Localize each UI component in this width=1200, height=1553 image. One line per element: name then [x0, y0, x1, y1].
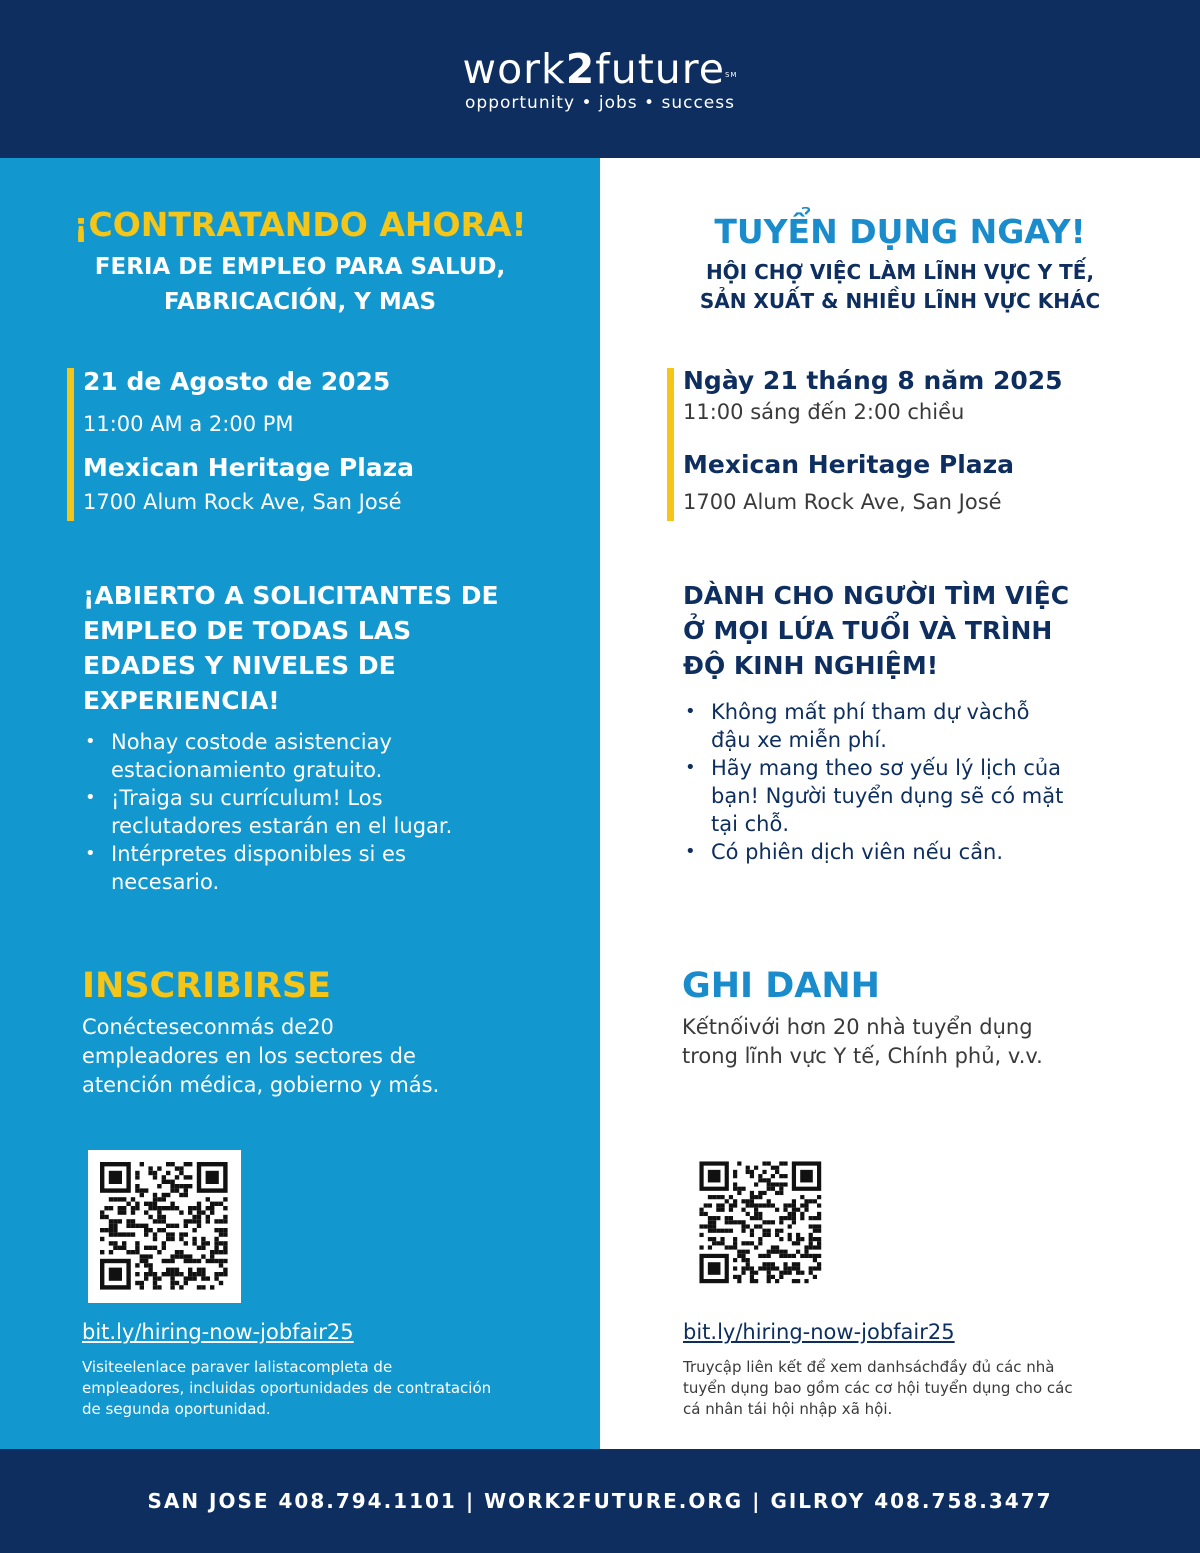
vietnamese-register-body	[682, 1013, 1043, 1071]
list-item-line: necesario.	[111, 870, 220, 894]
vietnamese-event-time: 11:00 sáng đến 2:00 chiều	[683, 400, 965, 424]
vietnamese-open-heading	[683, 578, 1069, 683]
footer-contact-info: SAN JOSE 408.794.1101 | WORK2FUTURE.ORG | GILROY 408.758.3477	[147, 1489, 1053, 1513]
spanish-note-line: empleadores, incluidas oportunidades de contratación	[82, 1379, 492, 1397]
spanish-open-heading	[83, 578, 499, 718]
spanish-event-accent-bar	[67, 368, 74, 521]
spanish-event-date: 21 de Agosto de 2025	[83, 367, 391, 396]
spanish-open-heading-line: ¡ABIERTO A SOLICITANTES DE	[83, 581, 499, 610]
footer-banner	[0, 1449, 1200, 1553]
list-item	[83, 784, 583, 840]
vietnamese-event-accent-bar	[667, 368, 674, 521]
logo-word-work: work	[462, 45, 566, 93]
spanish-event-venue: Mexican Heritage Plaza	[83, 453, 415, 482]
list-item-line: estacionamiento gratuito.	[111, 758, 383, 782]
list-item-line: • Intérpretes disponibles si es	[111, 842, 406, 866]
vietnamese-open-heading-line: Ở MỌI LỨA TUỔI VÀ TRÌNH	[683, 616, 1053, 645]
vietnamese-note-line: cá nhân tái hội nhập xã hội.	[683, 1400, 893, 1418]
spanish-register-heading: INSCRIBIRSE	[82, 966, 331, 1006]
list-item-line: • Nohay costode asistenciay	[111, 730, 392, 754]
vietnamese-note	[683, 1357, 1073, 1420]
header-banner	[0, 0, 1200, 158]
qr-code-image	[688, 1150, 834, 1296]
spanish-registration-link[interactable]: bit.ly/hiring-now-jobfair25	[82, 1320, 354, 1344]
spanish-qr-code[interactable]	[88, 1150, 241, 1303]
vietnamese-subtitle-line2: SẢN XUẤT & NHIỀU LĨNH VỰC KHÁC	[699, 289, 1101, 313]
logo-word-2: 2	[565, 45, 596, 93]
spanish-open-heading-line: EMPLEO DE TODAS LAS	[83, 616, 412, 645]
spanish-open-heading-line: EXPERIENCIA!	[83, 686, 280, 715]
spanish-event-address: 1700 Alum Rock Ave, San José	[83, 490, 402, 514]
vietnamese-register-heading: GHI DANH	[682, 966, 880, 1006]
spanish-event-time: 11:00 AM a 2:00 PM	[83, 412, 294, 436]
vietnamese-open-heading-line: ĐỘ KINH NGHIỆM!	[683, 651, 939, 680]
spanish-benefits-list	[83, 728, 583, 896]
logo-tagline: opportunity • jobs • success	[465, 93, 735, 113]
list-item-line: tại chỗ.	[711, 812, 789, 836]
spanish-open-heading-line: EDADES Y NIVELES DE	[83, 651, 396, 680]
vietnamese-headline: TUYỂN DỤNG NGAY!	[714, 212, 1086, 251]
list-item-line: bạn! Người tuyển dụng sẽ có mặt	[711, 784, 1064, 808]
list-item	[683, 754, 1183, 838]
list-item-line: đậu xe miễn phí.	[711, 728, 887, 752]
vietnamese-benefits-list	[683, 698, 1183, 866]
spanish-register-body-line: atención médica, gobierno y más.	[82, 1073, 440, 1097]
logo-word-future: future	[595, 45, 725, 93]
list-item	[683, 838, 1183, 866]
spanish-note	[82, 1357, 491, 1420]
vietnamese-note-line: Truycập liên kết để xem danhsáchđầy đủ các nhà	[683, 1358, 1055, 1376]
spanish-note-line: Visiteelenlace paraver lalistacompleta de	[82, 1358, 393, 1376]
list-item	[83, 840, 583, 896]
qr-code-image	[88, 1150, 241, 1303]
spanish-headline: ¡CONTRATANDO AHORA!	[73, 205, 527, 244]
list-item	[683, 698, 1183, 754]
list-item-line: • Không mất phí tham dự vàchỗ	[711, 700, 1030, 724]
work2future-logo	[0, 46, 1200, 113]
vietnamese-event-date: Ngày 21 tháng 8 năm 2025	[683, 366, 1063, 395]
vietnamese-event-venue: Mexican Heritage Plaza	[683, 450, 1015, 479]
list-item-line: • Hãy mang theo sơ yếu lý lịch của	[711, 756, 1062, 780]
vietnamese-register-body-line: Kếtnốivới hơn 20 nhà tuyển dụng	[682, 1015, 1033, 1039]
vietnamese-note-line: tuyển dụng bao gồm các cơ hội tuyển dụng cho các	[683, 1379, 1073, 1397]
spanish-note-line: de segunda oportunidad.	[82, 1400, 271, 1418]
spanish-subtitle-line2: FABRICACIÓN, Y MAS	[163, 289, 437, 315]
list-item-line: • ¡Traiga su currículum! Los	[111, 786, 383, 810]
logo-service-mark: SM	[724, 71, 738, 79]
list-item-line: reclutadores estarán en el lugar.	[111, 814, 453, 838]
spanish-register-body	[82, 1013, 439, 1100]
vietnamese-qr-code[interactable]	[688, 1150, 834, 1296]
spanish-register-body-line: empleadores en los sectores de	[82, 1044, 416, 1068]
vietnamese-registration-link[interactable]: bit.ly/hiring-now-jobfair25	[683, 1320, 955, 1344]
vietnamese-register-body-line: trong lĩnh vực Y tế, Chính phủ, v.v.	[682, 1044, 1043, 1068]
spanish-register-body-line: Conécteseconmás de20	[82, 1015, 334, 1039]
spanish-subtitle-line1: FERIA DE EMPLEO PARA SALUD,	[94, 254, 506, 280]
list-item-line: • Có phiên dịch viên nếu cần.	[711, 840, 1004, 864]
list-item	[83, 728, 583, 784]
vietnamese-event-address: 1700 Alum Rock Ave, San José	[683, 490, 1002, 514]
vietnamese-open-heading-line: DÀNH CHO NGƯỜI TÌM VIỆC	[683, 581, 1070, 610]
vietnamese-subtitle-line1: HỘI CHỢ VIỆC LÀM LĨNH VỰC Y TẾ,	[705, 260, 1095, 284]
